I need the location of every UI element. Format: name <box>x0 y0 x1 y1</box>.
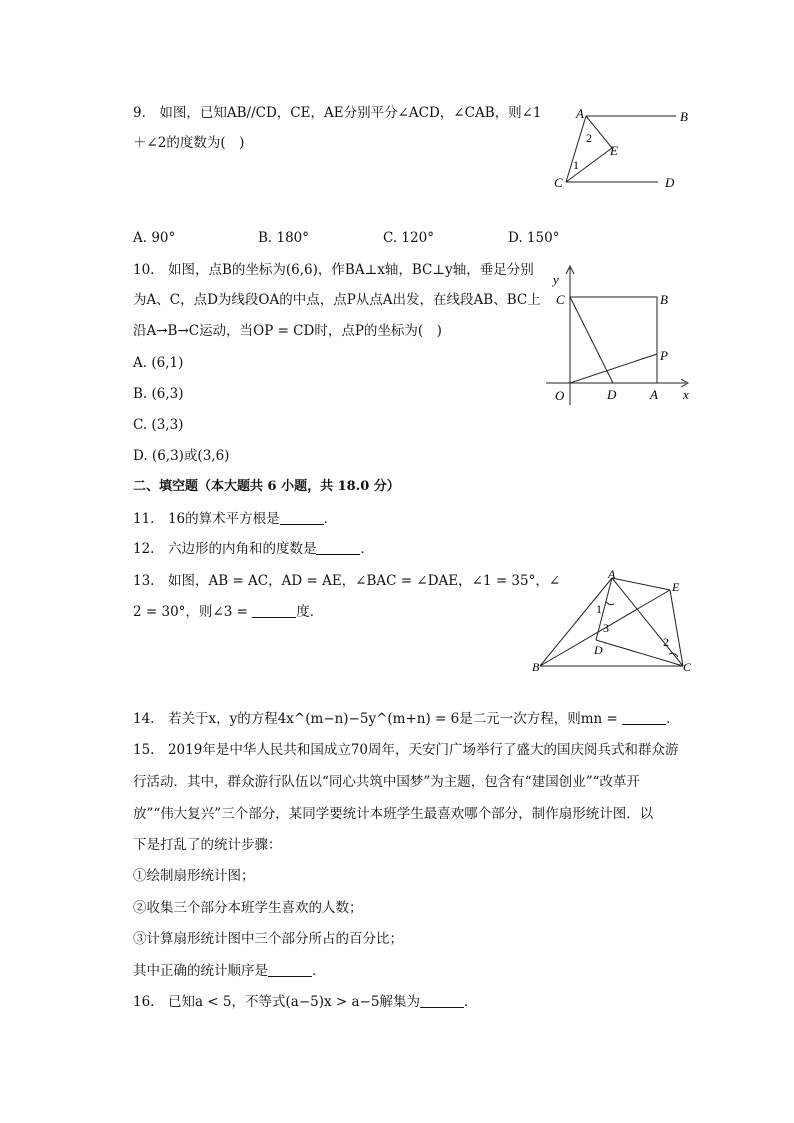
q13-end: 度． <box>296 604 324 620</box>
q15-line1: 15. 2019年是中华人民共和国成立70周年，天安门广场举行了盛大的国庆阅兵式和群众游 <box>133 742 679 758</box>
q15-step-3: ③计算扇形统计图中三个部分所占的百分比； <box>133 931 403 947</box>
q9-angle-2: 2 <box>586 131 592 145</box>
q13-angle-2: 2 <box>663 635 669 649</box>
q13-label-d: D <box>594 643 603 657</box>
q10-label-c: C <box>556 292 565 307</box>
q10-line2: 为A、C，点D为线段OA的中点，点P从点A出发，在线段AB、BC上 <box>133 292 541 308</box>
q15-last-end: ． <box>312 963 326 979</box>
q9-angle-1: 1 <box>573 158 579 172</box>
q9-option-b: B. 180° <box>258 230 310 246</box>
q15-line2: 行活动．其中，群众游行队伍以“同心共筑中国梦”为主题，包含有“建国创业”“改革开 <box>133 774 641 790</box>
q10-line1: 10. 如图，点B的坐标为(6,6)，作BA⊥x轴，BC⊥y轴，垂足分别 <box>133 262 534 278</box>
q16-text: 16. 已知a < 5，不等式(a−5)x > a−5解集为 <box>133 994 420 1010</box>
q13-blank[interactable] <box>252 604 296 618</box>
q10-label-p: P <box>660 348 668 363</box>
q11-end: ． <box>323 511 338 527</box>
q10-line3: 沿A→B→C运动，当OP = CD时，点P的坐标为( ) <box>133 323 442 339</box>
q9-line2: ＋∠2的度数为( ) <box>133 135 245 151</box>
q15-last <box>133 962 326 980</box>
q15-step-2: ②收集三个部分本班学生喜欢的人数； <box>133 900 363 916</box>
q13-text: 2 = 30°，则∠3 = <box>133 604 253 620</box>
q13-line1: 13. 如图，AB = AC，AD = AE，∠BAC = ∠DAE，∠1 = 35°，∠ <box>133 573 561 589</box>
q13-label-b: B <box>532 660 540 674</box>
q15-step-1: ①绘制扇形统计图； <box>133 868 255 884</box>
q14-end: ． <box>666 711 680 727</box>
q9-label-a: A <box>576 106 584 121</box>
q11 <box>133 510 337 528</box>
q9-label-d: D <box>665 175 675 190</box>
q15-line4: 下是打乱了的统计步骤： <box>133 837 282 853</box>
q16-blank[interactable] <box>420 994 464 1008</box>
q9-option-c: C. 120° <box>383 230 434 246</box>
q13-figure <box>528 568 698 678</box>
q14 <box>133 710 680 728</box>
q9-line1: 9. 如图，已知AB//CD，CE，AE分别平分∠ACD，∠CAB，则∠1 <box>133 105 542 121</box>
q9-label-b: B <box>680 109 688 124</box>
q13-label-e: E <box>672 580 680 594</box>
q9-figure <box>548 102 698 194</box>
q10-label-a: A <box>650 387 658 402</box>
q15-blank[interactable] <box>268 963 312 977</box>
q16 <box>133 993 477 1011</box>
q12-text: 12. 六边形的内角和的度数是 <box>133 541 317 557</box>
q13-label-c: C <box>683 660 692 674</box>
q15-last-text: 其中正确的统计顺序是 <box>133 963 268 979</box>
q14-blank[interactable] <box>622 711 666 725</box>
q10-axis-y: y <box>553 272 559 287</box>
q10-option-a: A. (6,1) <box>133 355 184 371</box>
q13-label-a: A <box>608 568 616 581</box>
q15-line3: 放”“伟大复兴”三个部分，某同学要统计本班学生最喜欢哪个部分，制作扇形统计图．以 <box>133 806 654 822</box>
q10-option-c: C. (3,3) <box>133 417 184 433</box>
q10-option-d: D. (6,3)或(3,6) <box>133 448 230 464</box>
q9-option-d: D. 150° <box>508 230 560 246</box>
q13-angle-3: 3 <box>603 621 609 635</box>
q14-text: 14. 若关于x，y的方程4x^(m−n)−5y^(m+n) = 6是二元一次方程，则mn = <box>133 711 623 727</box>
q12 <box>133 540 374 558</box>
q10-figure <box>540 262 696 410</box>
q9-label-c: C <box>554 175 563 190</box>
q13-line2 <box>133 603 323 621</box>
q11-blank[interactable] <box>280 511 324 525</box>
q12-blank[interactable] <box>316 541 360 555</box>
q10-label-o: O <box>555 388 565 403</box>
q10-option-b: B. (6,3) <box>133 386 184 402</box>
q10-label-d: D <box>607 387 617 402</box>
q13-angle-1: 1 <box>596 602 602 616</box>
q16-end: ． <box>463 994 478 1010</box>
q12-end: ． <box>360 541 374 557</box>
q10-label-b: B <box>660 292 668 307</box>
q11-text: 11. 16的算术平方根是 <box>133 511 280 527</box>
q9-option-a: A. 90° <box>133 230 176 246</box>
q10-axis-x: x <box>683 387 689 402</box>
q9-label-e: E <box>610 143 618 158</box>
section-heading: 二、填空题（本大题共 6 小题，共 18.0 分） <box>133 479 400 494</box>
